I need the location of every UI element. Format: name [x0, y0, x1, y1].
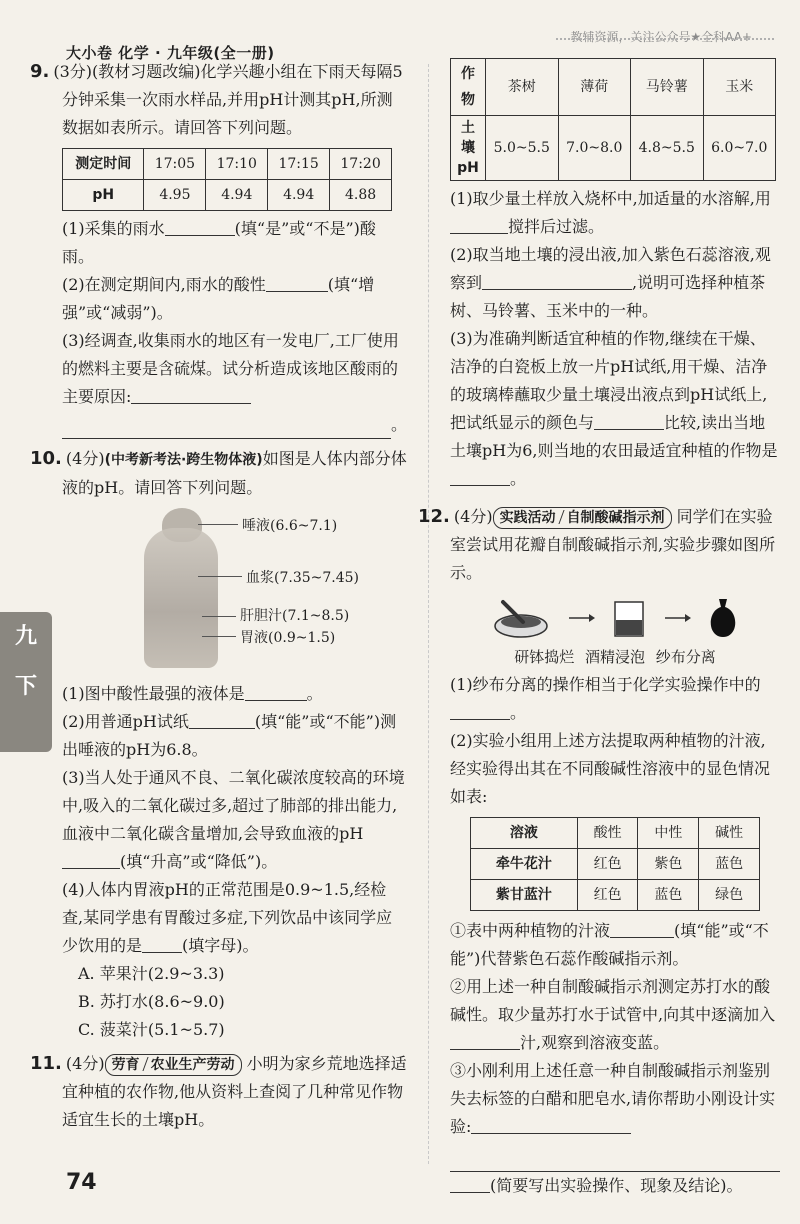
- right-column: [418, 58, 780, 1200]
- end-mark: 。: [390, 415, 407, 434]
- body-fluid-figure: [62, 508, 407, 676]
- question-12-intro: 同学们在实验室尝试用花瓣自制酸碱指示剂,实验步骤如图所示。: [450, 507, 776, 582]
- mortar-pestle-icon: [489, 596, 553, 640]
- table-cell: 4.94: [206, 180, 268, 211]
- question-10-intro: 如图是人体内部分体液的pH。请回答下列问题。: [62, 449, 407, 497]
- indicator-color-table: [470, 817, 760, 911]
- q11-part1-suffix: 搅拌后过滤。: [508, 217, 605, 236]
- side-tab-char-2: 下: [14, 674, 37, 699]
- badge-separator: [142, 1057, 148, 1071]
- q9-part1-text: (1)采集的雨水: [62, 219, 165, 238]
- q10-part1-suffix: 。: [306, 684, 323, 703]
- q9-part2-text: (2)在测定期间内,雨水的酸性: [62, 275, 266, 294]
- table-header: 碱性: [699, 818, 760, 849]
- table-cell: 红色: [577, 880, 638, 911]
- option-b[interactable]: B. 苏打水(8.6~9.0): [78, 992, 225, 1011]
- experiment-steps-figure: [450, 595, 780, 641]
- table-row-label: 牵牛花汁: [471, 849, 578, 880]
- answer-blank[interactable]: [610, 919, 674, 938]
- table-cell: 茶树: [486, 59, 559, 116]
- table-cell: 6.0~7.0: [703, 116, 776, 181]
- answer-blank[interactable]: [471, 1115, 631, 1134]
- question-10-score: (4分): [65, 449, 105, 468]
- q11-part2-suffix: ,说明可选择种植茶树、马铃薯、玉米中的一种。: [450, 273, 766, 320]
- table-cell: 17:10: [206, 149, 268, 180]
- table-cell: 17:20: [330, 149, 392, 180]
- q10-part3-suffix: (填“升高”或“降低”)。: [120, 852, 278, 871]
- header-dotted-rule: [556, 38, 774, 40]
- table-cell: 17:15: [268, 149, 330, 180]
- leader-line: [198, 524, 238, 525]
- grade-side-tab: [0, 612, 52, 752]
- table-header: 酸性: [577, 818, 638, 849]
- answer-line[interactable]: [62, 420, 391, 439]
- answer-blank[interactable]: [62, 850, 120, 869]
- badge-left-text: 劳育: [111, 1057, 140, 1073]
- answer-blank[interactable]: [450, 701, 510, 720]
- badge-separator: [558, 510, 564, 524]
- q10-part2-text: (2)用普通pH试纸: [62, 712, 189, 731]
- step-captions: [450, 643, 780, 671]
- q12-sub2-text: ②用上述一种自制酸碱指示剂测定苏打水的酸碱性。取少量苏打水于试管中,向其中逐滴加入: [450, 977, 776, 1024]
- leader-line: [202, 616, 236, 617]
- saliva-label: 唾液(6.6~7.1): [242, 518, 338, 534]
- gastric-juice-label: 胃液(0.9~1.5): [240, 630, 336, 646]
- badge-left-text: 实践活动: [499, 510, 556, 526]
- answer-blank[interactable]: [131, 385, 251, 404]
- table-cell: 玉米: [703, 59, 776, 116]
- table-cell: 蓝色: [699, 849, 760, 880]
- question-10-tag: (中考新考法·跨生物体液): [104, 452, 263, 468]
- labor-badge: [105, 1054, 242, 1076]
- question-10: [30, 445, 407, 1044]
- arrow-right-icon: [663, 611, 691, 625]
- answer-blank[interactable]: [266, 273, 328, 292]
- plasma-label: 血浆(7.35~7.45): [246, 570, 359, 586]
- badge-right-text: 农业生产劳动: [150, 1057, 235, 1073]
- step-1-caption: 研钵捣烂: [514, 648, 575, 666]
- q9-part1-suffix: (填“是”或“不是”)酸雨。: [62, 219, 376, 266]
- bile-label: 肝胆汁(7.1~8.5): [240, 608, 350, 624]
- answer-blank[interactable]: [165, 217, 235, 236]
- table-header: 溶液: [471, 818, 578, 849]
- table-cell: 红色: [577, 849, 638, 880]
- q9-part3-text: (3)经调查,收集雨水的地区有一发电厂,工厂使用的燃料主要是含硫煤。试分析造成该地区酸雨的主要原因:: [62, 331, 399, 406]
- answer-blank[interactable]: [482, 271, 632, 290]
- leader-line: [198, 576, 242, 577]
- q11-part1-text: (1)取少量土样放入烧杯中,加适量的水溶解,用: [450, 189, 771, 208]
- step-2-caption: 酒精浸泡: [584, 648, 645, 666]
- q10-part4-suffix: (填字母)。: [182, 936, 259, 955]
- arrow-right-icon: [567, 611, 595, 625]
- table-header-soil-ph: 土壤pH: [451, 116, 486, 181]
- answer-blank[interactable]: [142, 934, 182, 953]
- top-note: 教辅资源，关注公众号★全科AA+: [570, 30, 752, 44]
- table-header-crop: 作物: [451, 59, 486, 116]
- human-torso-image: [144, 528, 218, 668]
- answer-blank[interactable]: [450, 467, 510, 486]
- table-header: 中性: [638, 818, 699, 849]
- step-3-caption: 纱布分离: [655, 648, 716, 666]
- table-cell: 17:05: [144, 149, 206, 180]
- answer-blank[interactable]: [450, 215, 508, 234]
- answer-blank[interactable]: [450, 1031, 520, 1050]
- column-divider: [428, 64, 429, 1164]
- question-11-number: 11.: [30, 1053, 62, 1074]
- beaker-icon: [609, 596, 649, 640]
- table-cell: 紫色: [638, 849, 699, 880]
- table-cell: 4.95: [144, 180, 206, 211]
- q10-part1-text: (1)图中酸性最强的液体是: [62, 684, 245, 703]
- q10-part3-text: (3)当人处于通风不良、二氧化碳浓度较高的环境中,吸入的二氧化碳过多,超过了肺部的排出能力,血液中二氧化碳含量增加,会导致血液的pH: [62, 768, 405, 843]
- rain-ph-table: [62, 148, 392, 211]
- table-cell: 马铃薯: [631, 59, 704, 116]
- question-12-number: 12.: [418, 506, 450, 527]
- table-cell: 蓝色: [638, 880, 699, 911]
- q11-part3-suffix: 。: [510, 469, 527, 488]
- question-9-intro: (3分)(教材习题改编)化学兴趣小组在下雨天每隔5分钟采集一次雨水样品,并用pH计测其pH,所测数据如表所示。请回答下列问题。: [53, 62, 403, 137]
- gauze-bag-icon: [705, 595, 741, 641]
- option-a[interactable]: A. 苹果汁(2.9~3.3): [78, 964, 225, 983]
- table-cell: 薄荷: [558, 59, 631, 116]
- question-9: [30, 58, 407, 439]
- table-header-time: 测定时间: [63, 149, 144, 180]
- question-11-intro: 小明为家乡荒地选择适宜种植的农作物,他从资料上查阅了几种常见作物适宜生长的土壤pH。: [62, 1054, 407, 1129]
- table-cell: 4.88: [330, 180, 392, 211]
- q12-sub1-text: ①表中两种植物的汁液: [450, 921, 611, 940]
- badge-right-text: 自制酸碱指示剂: [566, 510, 665, 526]
- page-number: 74: [66, 1170, 97, 1195]
- table-header-ph: pH: [63, 180, 144, 211]
- q10-part2-suffix: (填“能”或“不能”)测出唾液的pH为6.8。: [62, 712, 397, 759]
- left-column: [30, 58, 407, 1134]
- q12-part1-text: (1)纱布分离的操作相当于化学实验操作中的: [450, 675, 761, 694]
- q12-sub3-suffix: (简要写出实验操作、现象及结论)。: [490, 1176, 743, 1195]
- q12-part1-suffix: 。: [510, 703, 527, 722]
- table-cell: 7.0~8.0: [558, 116, 631, 181]
- question-9-number: 9.: [30, 61, 50, 82]
- crop-soil-ph-table: [450, 58, 776, 181]
- leader-line: [202, 636, 236, 637]
- q12-sub2-suffix: 汁,观察到溶液变蓝。: [520, 1033, 670, 1052]
- q11-part3-text: (3)为准确判断适宜种植的作物,继续在干燥、洁净的白瓷板上放一片pH试纸,用干燥、洁净的玻璃棒蘸取少量土壤浸出液点到pH试纸上,把试纸显示的颜色与: [450, 329, 768, 432]
- q10-part4-text: (4)人体内胃液pH的正常范围是0.9~1.5,经检查,某同学患有胃酸过多症,下列饮品中该同学应少饮用的是: [62, 880, 393, 955]
- question-11: [30, 1050, 407, 1134]
- answer-blank[interactable]: [450, 1174, 490, 1193]
- side-tab-char-1: 九: [14, 624, 37, 649]
- q12-part2-text: (2)实验小组用上述方法提取两种植物的汁液,经实验得出其在不同酸碱性溶液中的显色情况如表:: [450, 731, 771, 806]
- answer-line[interactable]: [450, 1141, 780, 1172]
- question-11-continued: [450, 58, 780, 493]
- answer-blank[interactable]: [245, 682, 307, 701]
- table-row-label: 紫甘蓝汁: [471, 880, 578, 911]
- question-11-score: (4分): [65, 1054, 105, 1073]
- answer-blank[interactable]: [189, 710, 255, 729]
- table-cell: 绿色: [699, 880, 760, 911]
- q9-part2-suffix: (填“增强”或“减弱”)。: [62, 275, 375, 322]
- question-10-number: 10.: [30, 448, 62, 469]
- question-12-score: (4分): [453, 507, 493, 526]
- question-12: [418, 503, 780, 1200]
- q11-part2-text: (2)取当地土壤的浸出液,加入紫色石蕊溶液,观察到: [450, 245, 771, 292]
- table-cell: 5.0~5.5: [486, 116, 559, 181]
- practice-badge: [493, 507, 672, 529]
- table-cell: 4.94: [268, 180, 330, 211]
- q12-sub3-text: ③小刚利用上述任意一种自制酸碱指示剂鉴别失去标签的白醋和肥皂水,请你帮助小刚设计实验:: [450, 1061, 776, 1136]
- table-cell: 4.8~5.5: [631, 116, 704, 181]
- option-c[interactable]: C. 菠菜汁(5.1~5.7): [78, 1020, 225, 1039]
- answer-blank[interactable]: [594, 411, 664, 430]
- book-title: 大小卷 化学 · 九年级(全一册): [66, 44, 275, 62]
- q12-sub1-suffix: (填“能”或“不能”)代替紫色石蕊作酸碱指示剂。: [450, 921, 769, 968]
- q11-part3-mid: 比较,读出当地土壤pH为6,则当地的农田最适宜种植的作物是: [450, 413, 778, 460]
